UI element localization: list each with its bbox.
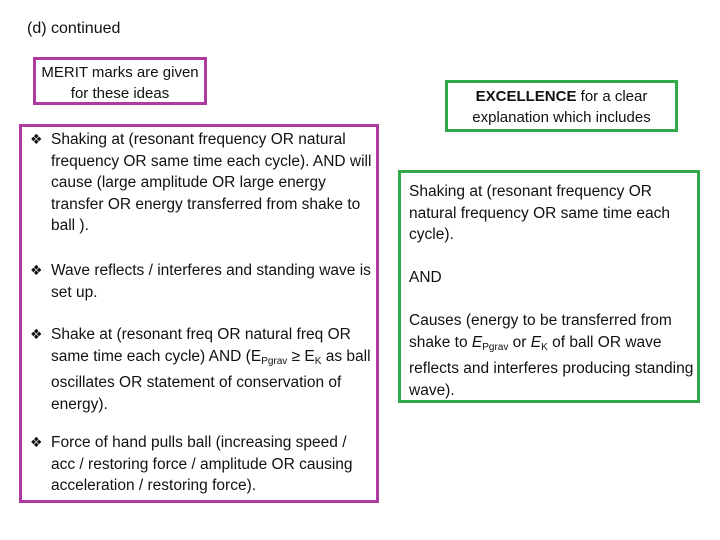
- excellence-point-1: Shaking at (resonant frequency OR natural frequency OR same time each cycle).: [409, 183, 671, 243]
- merit-label-box: MERIT marks are given for these ideas: [33, 57, 207, 105]
- merit-bullet-2-text: Wave reflects / interferes and standing wave is set up.: [51, 262, 371, 301]
- excellence-and: AND: [409, 269, 442, 286]
- merit-bullet-4-text: Force of hand pulls ball (increasing speed / acc / restoring force / amplitude OR causing acceleration / restoring force).: [51, 434, 353, 494]
- page-heading: (d) continued: [27, 20, 121, 37]
- diamond-bullet-icon: ❖: [30, 434, 43, 450]
- diamond-bullet-icon: ❖: [30, 262, 43, 278]
- merit-bullet-3-text: Shake at (resonant freq OR natural freq OR same time each cycle) AND ($E_{Pgrav} \ge E_K$ as ball oscillates OR statement of conservation of energy).: [51, 326, 371, 413]
- diamond-bullet-icon: ❖: [30, 131, 43, 147]
- excellence-label-box: EXCELLENCE for a clear explanation which includes: [445, 80, 678, 132]
- excellence-point-2: Causes (energy to be transferred from shake to $E_{Pgrav}$ or $E_K$ of ball OR wave reflects and interferes producing standing wave).: [409, 312, 694, 399]
- merit-bullet-1-text: Shaking at (resonant frequency OR natural frequency OR same time each cycle). AND will cause (large amplitude OR large energy transfer OR energy transferred from shake to ball ).: [51, 131, 372, 234]
- diamond-bullet-icon: ❖: [30, 326, 43, 342]
